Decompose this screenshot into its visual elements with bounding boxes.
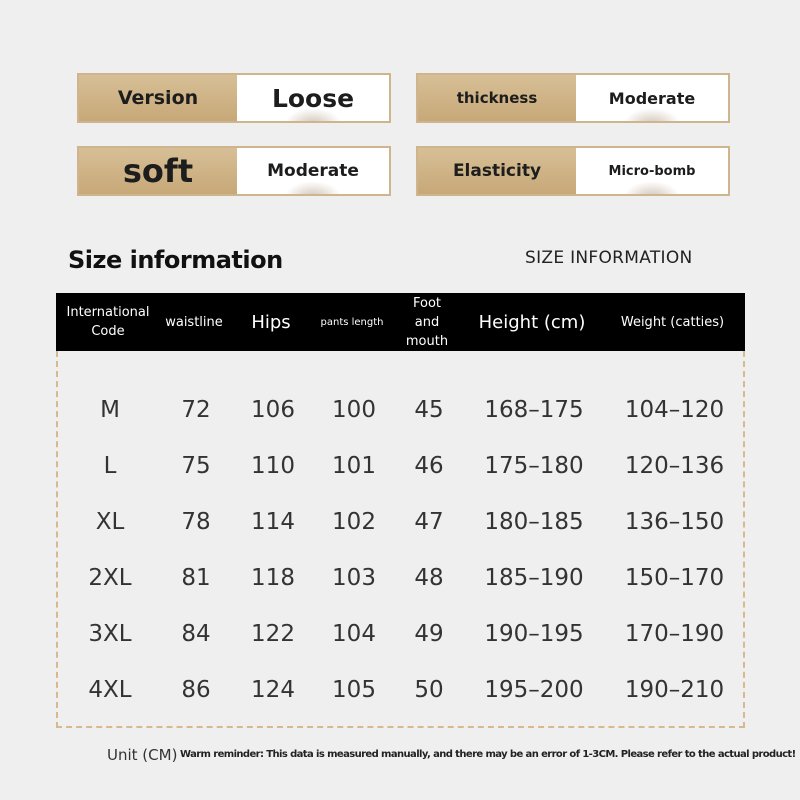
attribute-label: Version <box>79 75 237 121</box>
attribute-label: thickness <box>418 75 576 121</box>
table-cell: 104 <box>332 621 376 647</box>
header-pants-length: pants length <box>320 316 384 328</box>
attribute-version <box>77 73 391 123</box>
table-cell: 100 <box>332 397 376 423</box>
table-cell: 49 <box>414 621 444 647</box>
table-cell: 190–210 <box>624 677 725 703</box>
table-row <box>58 670 743 710</box>
table-cell: 124 <box>251 677 295 703</box>
table-row <box>58 446 743 486</box>
attribute-soft <box>77 146 391 196</box>
attribute-label: Elasticity <box>418 148 576 194</box>
table-cell: 50 <box>414 677 444 703</box>
table-cell: M <box>100 397 120 423</box>
attribute-value: Loose <box>237 75 389 121</box>
table-cell: XL <box>95 509 125 535</box>
table-cell: 2XL <box>88 565 132 591</box>
size-table-header <box>56 293 745 351</box>
table-cell: 3XL <box>88 621 132 647</box>
table-cell: 72 <box>181 397 211 423</box>
table-row <box>58 502 743 542</box>
table-cell: 175–180 <box>484 453 584 479</box>
table-cell: 47 <box>414 509 444 535</box>
size-table-body <box>56 351 745 728</box>
header-foot-and-mouth: Foot and mouth <box>405 295 449 349</box>
table-cell: 4XL <box>88 677 132 703</box>
attribute-elasticity <box>416 146 730 196</box>
table-cell: 122 <box>251 621 295 647</box>
header-weight: Weight (catties) <box>620 314 725 330</box>
attribute-label: soft <box>79 148 237 194</box>
table-cell: 185–190 <box>484 565 584 591</box>
header-international-code: International Code <box>66 305 150 339</box>
unit-label: Unit (CM) <box>107 746 178 764</box>
table-cell: 102 <box>332 509 376 535</box>
table-cell: L <box>103 453 117 479</box>
table-cell: 118 <box>251 565 295 591</box>
table-cell: 86 <box>181 677 211 703</box>
size-info-title-en: SIZE INFORMATION <box>525 248 693 268</box>
table-cell: 170–190 <box>624 621 725 647</box>
header-waistline: waistline <box>165 314 223 330</box>
table-cell: 190–195 <box>484 621 584 647</box>
header-height: Height (cm) <box>478 311 586 333</box>
table-cell: 78 <box>181 509 211 535</box>
table-cell: 46 <box>414 453 444 479</box>
table-cell: 195–200 <box>484 677 584 703</box>
table-cell: 104–120 <box>624 397 725 423</box>
table-cell: 110 <box>251 453 295 479</box>
table-cell: 103 <box>332 565 376 591</box>
table-cell: 120–136 <box>624 453 725 479</box>
table-cell: 106 <box>251 397 295 423</box>
attribute-value: Moderate <box>576 75 728 121</box>
attribute-value: Micro-bomb <box>576 148 728 194</box>
table-cell: 150–170 <box>624 565 725 591</box>
table-cell: 180–185 <box>484 509 584 535</box>
attribute-thickness <box>416 73 730 123</box>
table-cell: 81 <box>181 565 211 591</box>
table-cell: 101 <box>332 453 376 479</box>
table-cell: 114 <box>251 509 295 535</box>
table-cell: 84 <box>181 621 211 647</box>
size-info-title: Size information <box>68 246 283 274</box>
table-cell: 105 <box>332 677 376 703</box>
table-row <box>58 558 743 598</box>
header-hips: Hips <box>251 311 291 333</box>
warm-reminder: Warm reminder: This data is measured manually, and there may be an error of 1-3CM. Please refer to the actual product! <box>180 749 796 760</box>
table-cell: 168–175 <box>484 397 584 423</box>
table-cell: 75 <box>181 453 211 479</box>
table-cell: 136–150 <box>624 509 725 535</box>
table-cell: 48 <box>414 565 444 591</box>
table-row <box>58 390 743 430</box>
attribute-value: Moderate <box>237 148 389 194</box>
table-row <box>58 614 743 654</box>
table-cell: 45 <box>414 397 444 423</box>
